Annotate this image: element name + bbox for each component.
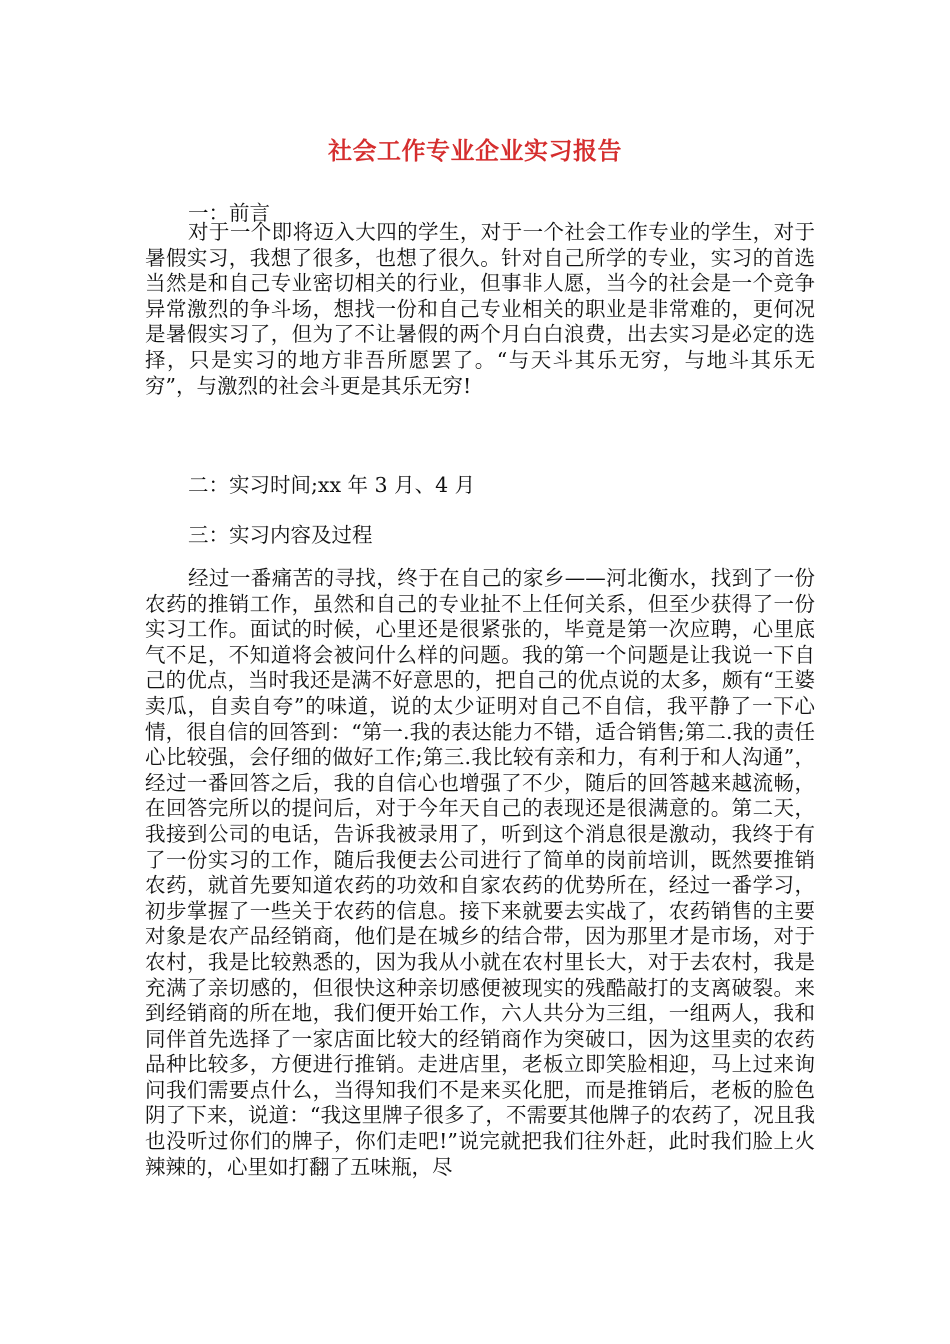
section-heading-preface: 一：前言 [188,201,270,225]
section-heading-internship-content: 三：实习内容及过程 [188,523,373,547]
document-title: 社会工作专业企业实习报告 [328,137,622,165]
internship-content-paragraph: 经过一番痛苦的寻找，终于在自己的家乡——河北衡水，找到了一份农药的推销工作，虽然和自己的专业扯不上任何关系，但至少获得了一份实习工作。面试的时候，心里还是很紧张的，毕竟是第一次应聘，心里底气不足，不知道将会被问什么样的问题。我的第一个问题是让我说一下自己的优点，当时我还是满不好意思的，把自己的优点说的太多，颇有“王婆卖瓜，自卖自夸”的味道，说的太少证明对自己不自信，我平静了一下心情，很自信的回答到：“第一.我的表达能力不错，适合销售;第二.我的责任心比较强，会仔细的做好工作;第三.我比较有亲和力，有利于和人沟通”，经过一番回答之后，我的自信心也增强了不少，随后的回答越来越流畅，在回答完所以的提问后，对于今年天自己的表现还是很满意的。第二天，我接到公司的电话，告诉我被录用了，听到这个消息很是激动，我终于有了一份实习的工作，随后我便去公司进行了简单的岗前培训，既然要推销农药，就首先要知道农药的功效和自家农药的优势所在，经过一番学习，初步掌握了一些关于农药的信息。接下来就要去实战了，农药销售的主要对象是农产品经销商，他们是在城乡的结合带，因为那里才是市场，对于农村，我是比较熟悉的，因为我从小就在农村里长大，对于去农村，我是充满了亲切感的，但很快这种亲切感便被现实的残酷敲打的支离破裂。来到经销商的所在地，我们便开始工作，六人共分为三组，一组两人，我和同伴首先选择了一家店面比较大的经销商作为突破口，因为这里卖的农药品种比较多，方便进行推销。走进店里，老板立即笑脸相迎，马上过来询问我们需要点什么，当得知我们不是来买化肥，而是推销后，老板的脸色阴了下来，说道：“我这里牌子很多了，不需要其他牌子的农药了，况且我也没听过你们的牌子，你们走吧!”说完就把我们往外赶，此时我们脸上火辣辣的，心里如打翻了五味瓶，尽 [145,566,815,1179]
preface-paragraph: 对于一个即将迈入大四的学生，对于一个社会工作专业的学生，对于暑假实习，我想了很多，也想了很久。针对自己所学的专业，实习的首选当然是和自己专业密切相关的行业，但事非人愿，当今的社会是一个竞争异常激烈的争斗场，想找一份和自己专业相关的职业是非常难的，更何况是暑假实习了，但为了不让暑假的两个月白白浪费，出去实习是必定的选择，只是实习的地方非吾所愿罢了。“与天斗其乐无穷，与地斗其乐无穷”，与激烈的社会斗更是其乐无穷! [145,220,815,398]
section-heading-internship-time: 二：实习时间;xx 年 3 月、4 月 [188,473,476,497]
